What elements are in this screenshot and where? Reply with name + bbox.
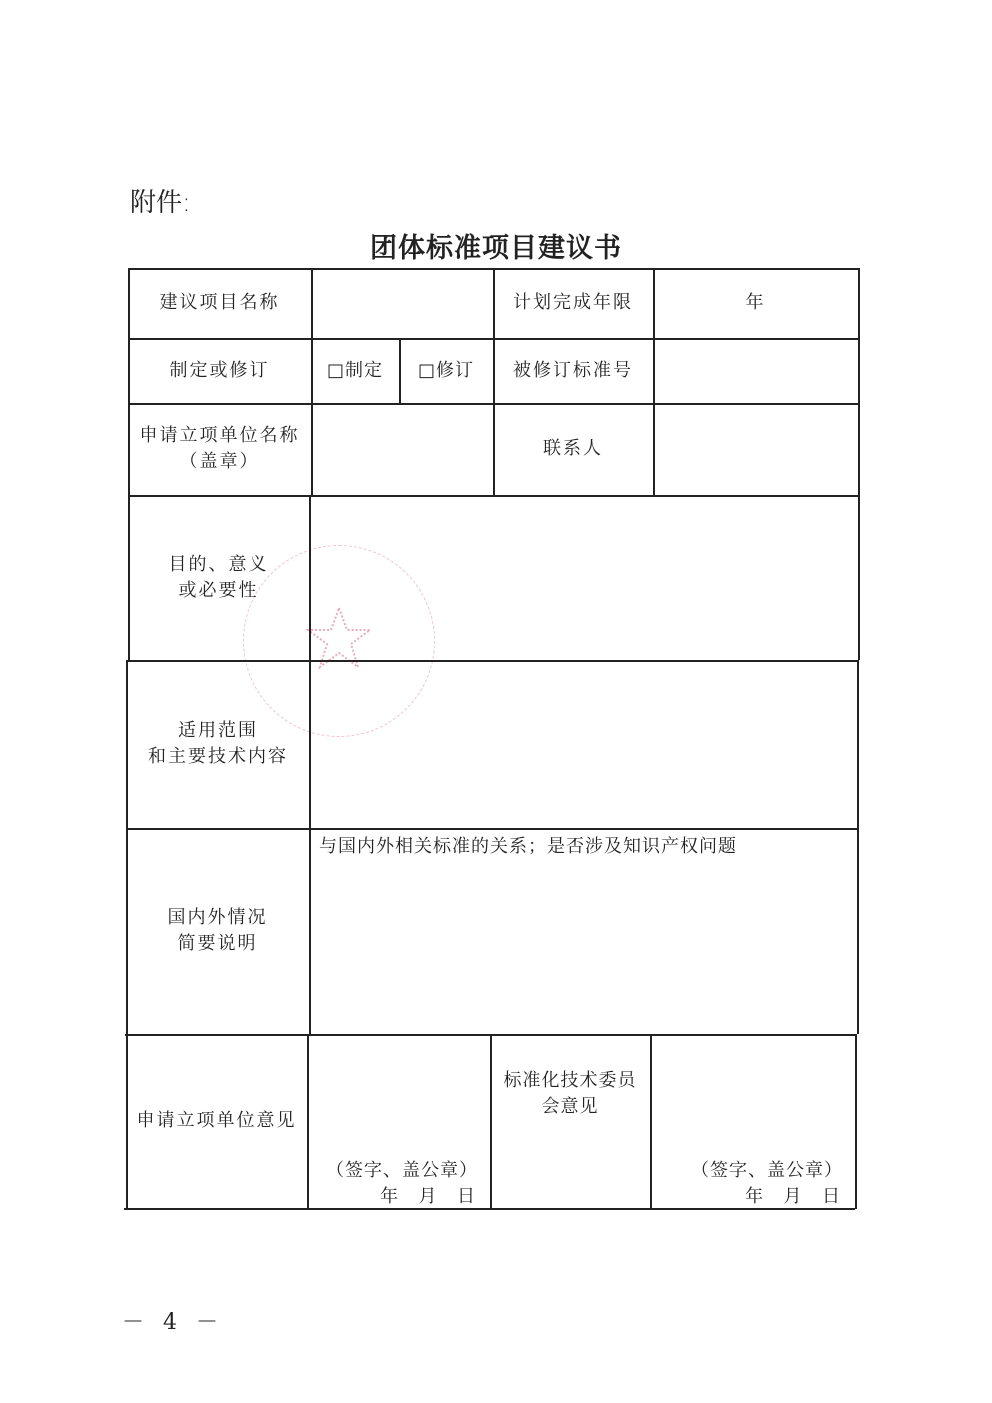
- purpose-label: 目的、意义 或必要性: [168, 553, 269, 601]
- table-border: [855, 1034, 857, 1209]
- project-name-field[interactable]: [311, 268, 493, 338]
- applicant-date-line: 年 月 日: [380, 1186, 478, 1207]
- committee-opinion-field[interactable]: [652, 1034, 855, 1208]
- page-number: － 4 －: [122, 1310, 224, 1335]
- project-name-label: 建议项目名称: [159, 292, 280, 313]
- revise-checkbox[interactable]: □修订: [417, 359, 474, 381]
- revised-standard-number-label: 被修订标准号: [513, 359, 633, 381]
- scope-field[interactable]: [311, 660, 857, 828]
- applicant-sign-seal-note: （签字、盖公章）: [326, 1160, 478, 1181]
- committee-sign-seal-note: （签字、盖公章）: [691, 1160, 843, 1181]
- make-checkbox[interactable]: □制定: [326, 359, 383, 381]
- domestic-international-prompt: 与国内外相关标准的关系；是否涉及知识产权问题: [319, 836, 737, 857]
- contact-field[interactable]: [653, 403, 858, 495]
- applicant-unit-field[interactable]: [311, 403, 493, 495]
- document-title: 团体标准项目建议书: [370, 233, 622, 264]
- scope-label: 适用范围 和主要技术内容: [148, 720, 288, 767]
- table-border: [858, 268, 860, 660]
- domestic-international-label: 国内外情况 简要说明: [167, 907, 268, 954]
- table-border: [857, 660, 859, 1034]
- domestic-international-field[interactable]: [311, 828, 857, 1034]
- attachment-label: 附件:: [130, 188, 191, 218]
- applicant-unit-label: 申请立项单位名称 （盖章）: [139, 425, 300, 472]
- committee-date-line: 年 月 日: [745, 1186, 843, 1207]
- deadline-label: 计划完成年限: [513, 292, 633, 313]
- make-or-revise-label: 制定或修订: [169, 359, 270, 381]
- committee-opinion-label: 标准化技术委员 会意见: [503, 1070, 637, 1117]
- applicant-opinion-label: 申请立项单位意见: [136, 1110, 297, 1131]
- purpose-field[interactable]: [311, 495, 857, 660]
- deadline-field[interactable]: 年: [745, 292, 766, 313]
- contact-label: 联系人: [543, 438, 603, 459]
- revised-standard-number-field[interactable]: [653, 338, 858, 403]
- applicant-opinion-field[interactable]: [309, 1034, 490, 1208]
